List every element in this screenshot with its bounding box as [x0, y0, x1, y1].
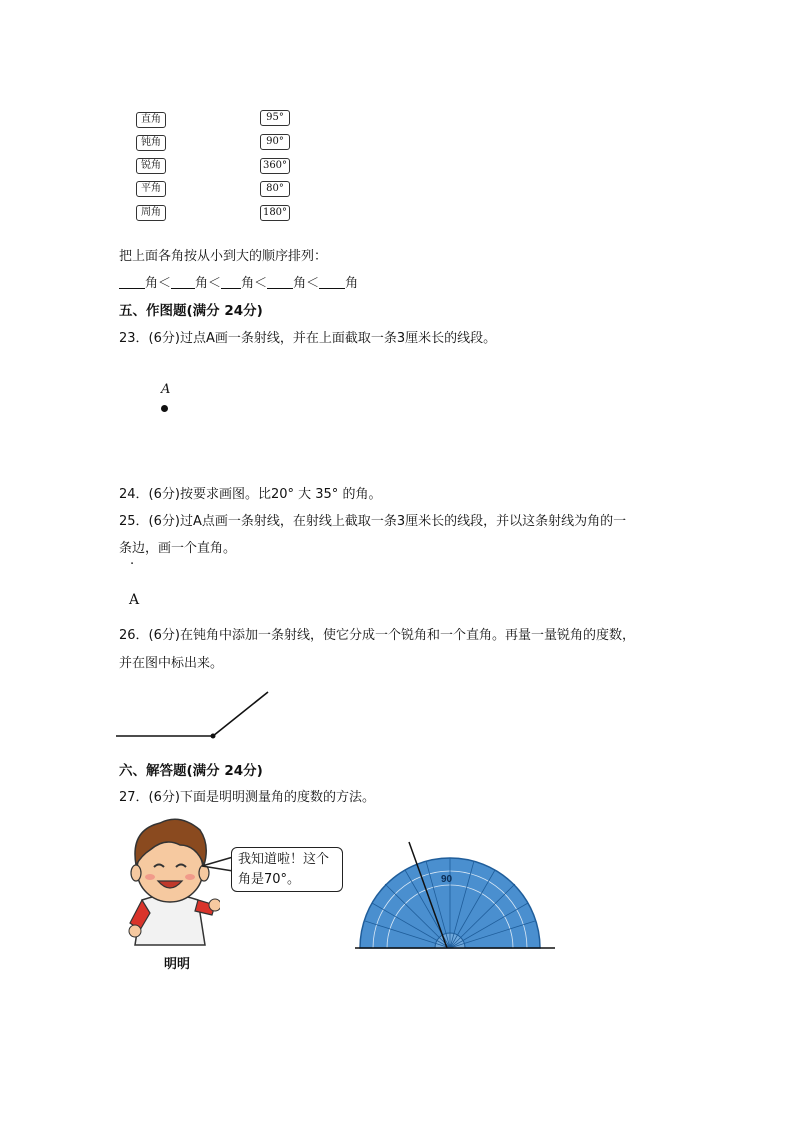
match-box-90: 90° [260, 134, 290, 150]
blank-3[interactable] [221, 276, 241, 289]
q25-point-label: A [129, 592, 140, 608]
q26-line-2: 并在图中标出来。 [119, 656, 224, 671]
speech-line-1: 我知道啦！这个 [238, 852, 330, 867]
match-box-full-angle: 周角 [136, 205, 166, 221]
blank-2[interactable] [171, 276, 195, 289]
section-5-title: 五、作图题(满分 24分) [119, 303, 263, 319]
speech-bubble [231, 847, 343, 892]
unit: 角 [145, 276, 159, 291]
match-box-360: 360° [260, 158, 290, 174]
match-box-right-angle: 直角 [136, 112, 166, 128]
q23-point-dot [161, 405, 168, 412]
unit: 角 [345, 276, 359, 291]
character-name: 明明 [164, 957, 191, 972]
blank-5[interactable] [319, 276, 345, 289]
match-box-95: 95° [260, 110, 290, 126]
order-blanks [119, 272, 358, 291]
speech-line-2: 角是70°。 [238, 872, 301, 887]
q26-line-1: 26．(6分)在钝角中添加一条射线，使它分成一个锐角和一个直角。再量一量锐角的度数， [119, 628, 635, 643]
less-than: ＜ [208, 276, 222, 291]
q25-dot: · [130, 557, 135, 572]
protractor-90-label: 90 [441, 874, 453, 885]
order-prompt: 把上面各角按从小到大的顺序排列： [119, 249, 328, 264]
unit: 角 [293, 276, 307, 291]
match-box-acute-angle: 锐角 [136, 158, 166, 174]
less-than: ＜ [158, 276, 172, 291]
q26-obtuse-angle [110, 685, 280, 745]
q25-line-1: 25．(6分)过A点画一条射线，在射线上截取一条3厘米长的线段，并以这条射线为角的一 [119, 514, 627, 529]
match-box-obtuse-angle: 钝角 [136, 135, 166, 151]
blank-1[interactable] [119, 276, 145, 289]
q25-line-2: 条边，画一个直角。 [119, 541, 237, 556]
match-box-80: 80° [260, 181, 290, 197]
section-6-title: 六、解答题(满分 24分) [119, 763, 263, 779]
q27-text: 27．(6分)下面是明明测量角的度数的方法。 [119, 790, 375, 805]
q23-text: 23．(6分)过点A画一条射线，并在上面截取一条3厘米长的线段。 [119, 331, 497, 346]
less-than: ＜ [254, 276, 268, 291]
blank-4[interactable] [267, 276, 293, 289]
unit: 角 [241, 276, 255, 291]
q24-text: 24．(6分)按要求画图。比20° 大 35° 的角。 [119, 487, 382, 502]
less-than: ＜ [306, 276, 320, 291]
unit: 角 [195, 276, 209, 291]
mingming-character-illustration [120, 815, 220, 950]
match-box-180: 180° [260, 205, 290, 221]
match-box-straight-angle: 平角 [136, 181, 166, 197]
protractor-diagram [355, 840, 560, 952]
q23-point-label: A [161, 382, 171, 397]
